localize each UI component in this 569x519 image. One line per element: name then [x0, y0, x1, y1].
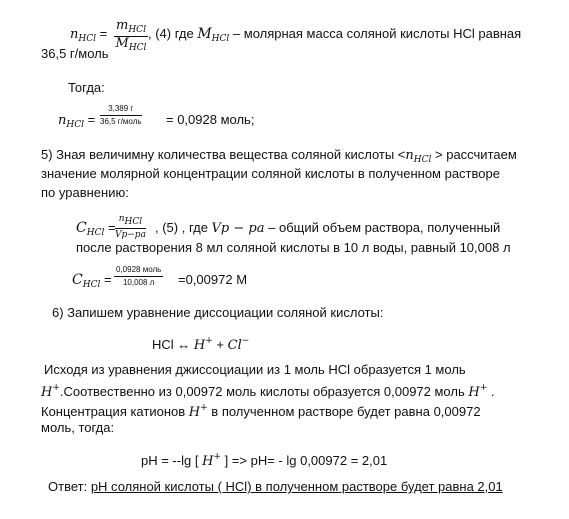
calc-c-lhs: $C_{HCl}$ = [72, 272, 112, 290]
ph-line: pH = --lg [ H+ ] => pH= - lg 0,00972 = 2,01 [141, 452, 388, 469]
calc-n-lhs: $n_{HCl}$ = [58, 112, 96, 130]
eq5-desc2: после растворения 8 мл соляной кислоты в 10 л воды, равный 10,008 л [76, 240, 511, 255]
step6-title: 6) Запишем уравнение диссоциации соляной кислоты: [52, 305, 384, 320]
para-line3: Концентрация катионов H+ в полученном растворе будет равна 0,00972 [41, 403, 481, 420]
calc-c-fraction: 0,0928 моль 10,008 л [116, 265, 162, 287]
answer-label: Ответ: [48, 479, 88, 494]
reaction: HCl ↔ H+ + Cl− [152, 336, 250, 353]
eq4-fraction: $m_{HCl}$ $M_{HCl}$ [115, 18, 147, 53]
para-line2: H+.Соотвественно из 0,00972 моль кислоты образуется 0,00972 моль H+ . [41, 383, 495, 400]
step5-line2: значение молярной концентрации соляной кислоты в полученном растворе [41, 166, 500, 181]
answer-text: pH соляной кислоты ( HCl) в полученном растворе будет равна 2,01 [90, 479, 503, 494]
para-line4: моль, тогда: [41, 420, 115, 435]
togda-label: Тогда: [68, 80, 105, 95]
calc-n-result: = 0,0928 моль; [166, 112, 255, 127]
step5-line1: 5) Зная величимну количества вещества соляной кислоты $<n_{HCl}$ > рассчитаем [41, 147, 517, 165]
calc-n-fraction: 3,389 г 36,5 г/моль [100, 104, 142, 126]
eq5-lhs: $C_{HCl}$ = [76, 220, 116, 238]
eq5-fraction: nHCl Vp−pa [115, 214, 146, 240]
eq4-desc2: 36,5 г/моль [41, 46, 109, 61]
para-line1: Исходя из уравнения джиссоциации из 1 моль HCl образуется 1 моль [44, 362, 466, 377]
step5-line3: по уравнению: [41, 185, 129, 200]
eq4-line: $n_{HCl}$ = [70, 26, 108, 44]
calc-c-result: =0,00972 М [178, 272, 248, 287]
eq5-tail: , (5) , где Vp − pa – общий объем раствора, полученный [155, 220, 501, 236]
eq4-tail: , (4) где $M_{HCl}$ – молярная масса соляной кислоты HCl равная [148, 26, 522, 44]
answer-line [48, 479, 503, 495]
eq4-lhs: n [70, 27, 79, 42]
